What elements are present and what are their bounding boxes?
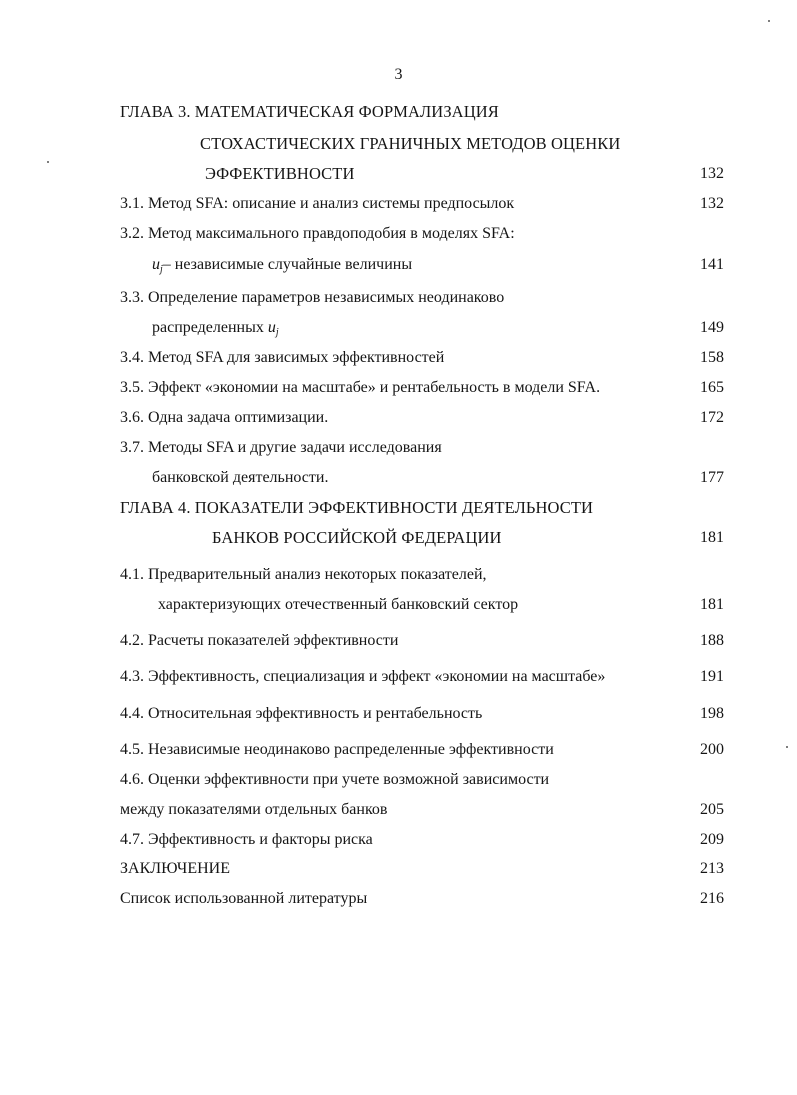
entry-4-5-page: 200 — [700, 741, 724, 758]
entry-3-1-text: 3.1. Метод SFA: описание и анализ системы предпосылок — [120, 195, 515, 212]
entry-4-7-text: 4.7. Эффективность и факторы риска — [120, 831, 373, 848]
page-number: 3 — [394, 66, 403, 83]
entry-4-4-text: 4.4. Относительная эффективность и рентабельность — [120, 705, 483, 722]
toc-entry-3-5 — [0, 376, 797, 400]
entry-4-1-text-1: 4.1. Предварительный анализ некоторых показателей, — [120, 566, 487, 583]
entry-3-1-page: 132 — [700, 195, 724, 212]
entry-4-4-page: 198 — [700, 705, 724, 722]
toc-entry-3-1 — [0, 192, 797, 216]
toc-entry-4-5 — [0, 738, 797, 762]
entry-4-3-text: 4.3. Эффективность, специализация и эффект «экономии на масштабе» — [120, 668, 606, 685]
entry-3-3-text-2: распределенных — [152, 319, 268, 336]
scan-speck — [786, 746, 788, 748]
toc-entry-3-6 — [0, 406, 797, 430]
chapter-4-page: 181 — [700, 529, 724, 546]
entry-3-5-text: 3.5. Эффект «экономии на масштабе» и рентабельность в модели SFA. — [120, 379, 601, 396]
chapter-4-title-2: БАНКОВ РОССИЙСКОЙ ФЕДЕРАЦИИ — [212, 528, 502, 547]
scan-speck — [47, 161, 49, 163]
chapter-3-title-3: ЭФФЕКТИВНОСТИ — [205, 164, 355, 183]
toc-entry-4-1-line-1 — [0, 563, 797, 587]
entry-4-2-text: 4.2. Расчеты показателей эффективности — [120, 632, 399, 649]
entry-3-6-page: 172 — [700, 409, 724, 426]
entry-3-5-page: 165 — [700, 379, 724, 396]
references-page: 216 — [700, 890, 724, 907]
variable-u-subscript: j — [275, 327, 279, 338]
conclusion-page: 213 — [700, 860, 724, 877]
entry-3-3-page: 149 — [700, 319, 724, 336]
toc-entry-4-6-line-2 — [0, 798, 797, 822]
toc-entry-3-2-line-1 — [0, 222, 797, 246]
entry-4-5-text: 4.5. Независимые неодинаково распределенные эффективности — [120, 741, 554, 758]
entry-3-7-text-1: 3.7. Методы SFA и другие задачи исследования — [120, 439, 442, 456]
entry-4-2-page: 188 — [700, 632, 724, 649]
entry-3-6-text: 3.6. Одна задача оптимизации. — [120, 409, 329, 426]
entry-4-6-text-2: между показателями отдельных банков — [120, 801, 388, 818]
entry-3-3-text-1: 3.3. Определение параметров независимых неодинаково — [120, 289, 505, 306]
toc-chapter-3-line-3 — [0, 162, 797, 186]
entry-3-2-text-1: 3.2. Метод максимального правдоподобия в моделях SFA: — [120, 225, 515, 242]
toc-entry-4-1-line-2 — [0, 593, 797, 617]
entry-3-3-text-2-wrap — [152, 316, 279, 345]
variable-u: u — [267, 319, 276, 336]
toc-entry-4-4 — [0, 702, 797, 726]
entry-4-3-page: 191 — [700, 668, 724, 685]
toc-entry-4-2 — [0, 629, 797, 653]
chapter-3-title-1: ГЛАВА 3. МАТЕМАТИЧЕСКАЯ ФОРМАЛИЗАЦИЯ — [120, 102, 499, 121]
toc-chapter-3-line-1 — [0, 100, 797, 124]
toc-entry-3-2-line-2 — [0, 253, 797, 277]
chapter-3-page: 132 — [700, 165, 724, 182]
toc-entry-3-7-line-2 — [0, 466, 797, 490]
entry-4-6-text-1: 4.6. Оценки эффективности при учете возможной зависимости — [120, 771, 550, 788]
toc-references — [0, 887, 797, 911]
entry-4-1-text-2: характеризующих отечественный банковский сектор — [158, 596, 519, 613]
toc-entry-4-7 — [0, 828, 797, 852]
conclusion-text: ЗАКЛЮЧЕНИЕ — [120, 860, 230, 877]
entry-4-1-page: 181 — [700, 596, 724, 613]
entry-3-2-text-2: – независимые случайные величины — [162, 256, 413, 273]
variable-u-subscript: j — [160, 264, 163, 275]
toc-entry-3-4 — [0, 346, 797, 370]
toc-chapter-3-line-2 — [0, 132, 797, 156]
entry-3-4-text: 3.4. Метод SFA для зависимых эффективностей — [120, 349, 445, 366]
entry-3-7-page: 177 — [700, 469, 724, 486]
chapter-4-title-1: ГЛАВА 4. ПОКАЗАТЕЛИ ЭФФЕКТИВНОСТИ ДЕЯТЕЛЬНОСТИ — [120, 498, 594, 517]
toc-entry-4-6-line-1 — [0, 768, 797, 792]
entry-3-2-page: 141 — [700, 256, 724, 273]
entry-3-7-text-2: банковской деятельности. — [152, 469, 329, 486]
references-text: Список использованной литературы — [120, 890, 368, 907]
entry-4-7-page: 209 — [700, 831, 724, 848]
entry-4-6-page: 205 — [700, 801, 724, 818]
scan-speck — [768, 20, 770, 22]
toc-entry-3-3-line-1 — [0, 286, 797, 310]
toc-chapter-4-line-1 — [0, 496, 797, 520]
toc-chapter-4-line-2 — [0, 526, 797, 550]
toc-entry-4-3 — [0, 665, 797, 689]
entry-3-4-page: 158 — [700, 349, 724, 366]
variable-u: u — [152, 256, 160, 273]
toc-entry-3-3-line-2 — [0, 316, 797, 340]
entry-3-2-text-2-wrap — [152, 253, 412, 282]
toc-conclusion — [0, 857, 797, 881]
toc-entry-3-7-line-1 — [0, 436, 797, 460]
chapter-3-title-2: СТОХАСТИЧЕСКИХ ГРАНИЧНЫХ МЕТОДОВ ОЦЕНКИ — [200, 134, 621, 153]
